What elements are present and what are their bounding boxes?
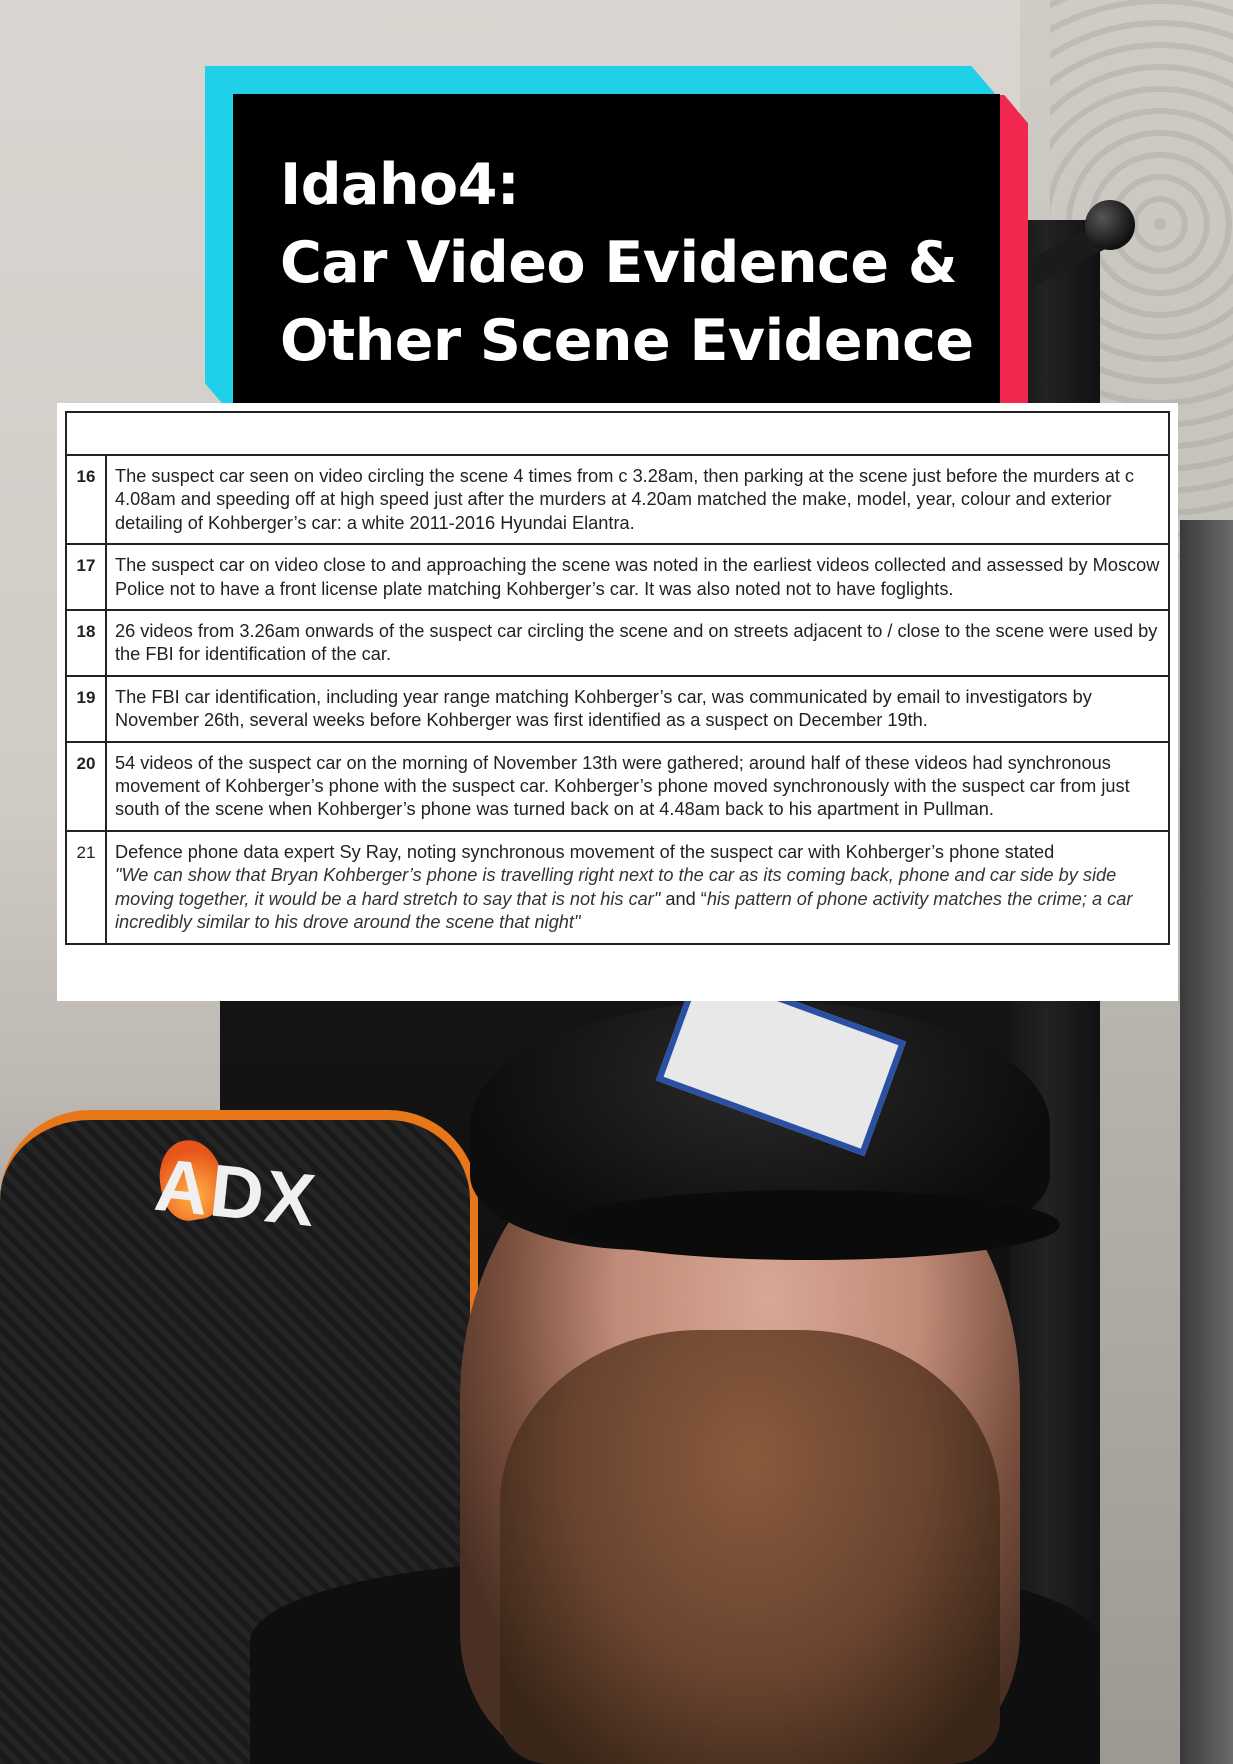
evidence-table (65, 411, 1170, 945)
table-row (66, 610, 1169, 676)
table-header-cell (66, 412, 1169, 455)
row-text: The suspect car seen on video circling the scene 4 times from c 3.28am, then parking at the scene just before the murders at c 4.08am and speeding off at high speed just after the murders at 4.20am matched the make, model, year, colour and exterior detailing of Kohberger’s car: a white 2011-2016 Hyundai Elantra. (106, 455, 1169, 544)
row-number: 19 (66, 676, 106, 742)
cap-brim (560, 1190, 1060, 1260)
row-text: 54 videos of the suspect car on the morning of November 13th were gathered; around half of these videos had synchronous movement of Kohberger’s phone with the suspect car. Kohberger’s phone moved synchronously with the suspect car from just south of the scene when Kohberger’s phone was turned back on at 4.48am back to his apartment in Pullman. (106, 742, 1169, 831)
quote-intro: Defence phone data expert Sy Ray, noting synchronous movement of the suspect car with Kohberger’s phone stated (115, 841, 1055, 862)
row-text: The suspect car on video close to and approaching the scene was noted in the earliest videos collected and assessed by Moscow Police not to have a front license plate matching Kohberger’s car. It was also noted not to have foglights. (106, 544, 1169, 610)
row-text (106, 831, 1169, 944)
title-line-2: Car Video Evidence & (280, 230, 958, 296)
quote-two: his pattern of phone activity matches the crime; a car incredibly similar to his drove around the scene that night" (115, 888, 1133, 933)
row-number: 17 (66, 544, 106, 610)
title-line-1: Idaho4: (280, 152, 520, 218)
row-number: 18 (66, 610, 106, 676)
window-frame (1180, 520, 1233, 1764)
evidence-document (57, 403, 1178, 1001)
person-beard (500, 1330, 1000, 1764)
title-line-3: Other Scene Evidence (280, 308, 974, 374)
table-row (66, 831, 1169, 944)
row-text: The FBI car identification, including year range matching Kohberger’s car, was communicated by email to investigators by November 26th, several weeks before Kohberger was first identified as a suspect on December 19th. (106, 676, 1169, 742)
curtain-rod-knob (1085, 200, 1135, 250)
table-row (66, 455, 1169, 544)
row-number: 20 (66, 742, 106, 831)
table-header-row (66, 412, 1169, 455)
table-row (66, 676, 1169, 742)
table-row (66, 544, 1169, 610)
table-row (66, 742, 1169, 831)
row-number: 16 (66, 455, 106, 544)
row-text: 26 videos from 3.26am onwards of the suspect car circling the scene and on streets adjacent to / close to the scene were used by the FBI for identification of the car. (106, 610, 1169, 676)
title-card (205, 66, 1028, 448)
row-number: 21 (66, 831, 106, 944)
quote-joiner: and “ (660, 888, 707, 909)
quote-one: "We can show that Bryan Kohberger’s phone is travelling right next to the car as its coming back, phone and car side by side moving together, it would be a hard stretch to say that is not his car" (115, 865, 1117, 909)
chair-logo: ADX (151, 1142, 322, 1243)
video-title (280, 146, 974, 380)
